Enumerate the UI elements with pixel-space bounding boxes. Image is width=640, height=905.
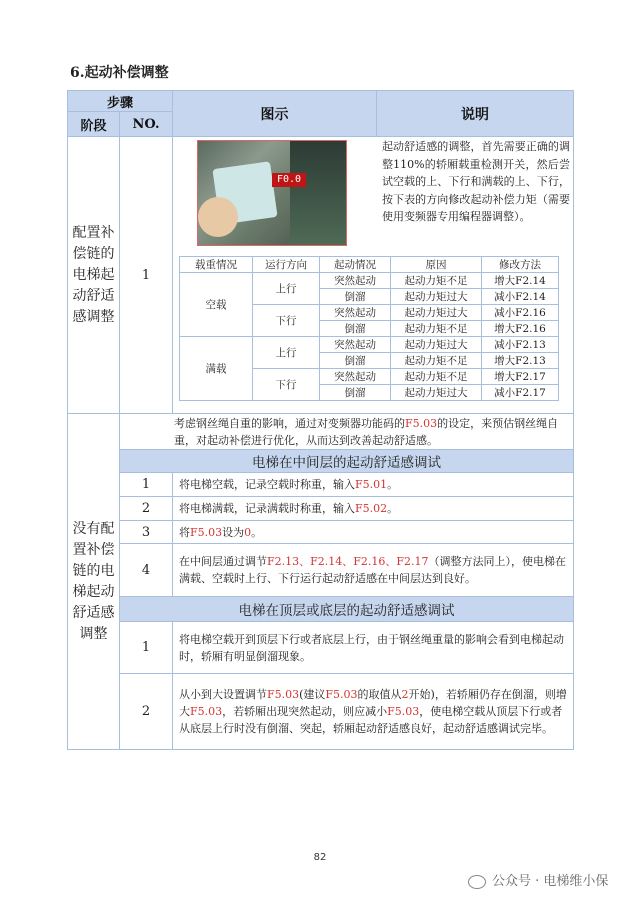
cell-reason: 起动力矩过大 [391,337,482,353]
cell-reason: 起动力矩过大 [391,305,482,321]
step-4-codes: F2.13、F2.14、F2.16、F2.17 [267,555,429,568]
step-number: 2 [119,496,173,521]
cell-fix: 增大F2.17 [482,369,559,385]
t2-c: 的取值从 [357,688,402,701]
step-number: 1 [119,472,173,497]
step-2-code: F5.02 [355,502,388,515]
step-4-a: 在中间层通过调节 [179,555,267,568]
t2-f: ，使电梯空载从顶层下行或者从底层上行时没有倒溜、突起，轿厢起动舒适感良好，起动舒适感调试完毕。 [179,705,563,735]
section-title: 6.起动补偿调整 [70,65,169,81]
cell-fix: 增大F2.16 [482,321,559,337]
dir-down: 下行 [253,369,320,401]
cell-fix: 增大F2.14 [482,273,559,289]
page-number: 82 [313,852,327,863]
cell-reason: 起动力矩不足 [391,353,482,369]
t2-b: (建议 [299,688,326,701]
compensation-table [179,256,559,401]
t2-a: 从小到大设置调节 [179,688,267,701]
cell-reason: 起动力矩过大 [391,289,482,305]
cell-reason: 起动力矩过大 [391,385,482,401]
top-step-2-text [172,673,574,750]
th-reason: 原因 [391,257,482,273]
step-2-b: 。 [387,502,399,515]
step-1-a: 将电梯空载，记录空载时称重，输入 [179,478,355,491]
cell-reason: 起动力矩不足 [391,321,482,337]
cell-start: 倒溜 [320,289,391,305]
header-diagram: 图示 [172,90,377,137]
cell-start: 倒溜 [320,353,391,369]
th-load: 载重情况 [180,257,253,273]
cell-start: 突然起动 [320,369,391,385]
inverter-programmer-photo [197,140,347,246]
cell-reason: 起动力矩不足 [391,369,482,385]
t2-code2: F5.03 [325,688,358,701]
part1-description: 起动舒适感的调整，首先需要正确的调整110%的轿厢载重检测开关，然后尝试空载的上、下行和满载的上、下行，按下表的方向修改起动补偿力矩（需要使用变频器专用编程器调整）。 [382,140,570,223]
header-stage: 阶段 [67,111,120,137]
intro-text-a: 考虑钢丝绳自重的影响，通过对变频器功能码的 [174,416,405,430]
step-number: 4 [119,543,173,597]
cell-reason: 起动力矩不足 [391,273,482,289]
step-3-c: 。 [251,525,263,539]
header-steps: 步骤 [67,90,173,112]
subsection-middle-floor: 电梯在中间层的起动舒适感调试 [119,449,574,473]
step-1-text [172,472,574,497]
cell-fix: 减小F2.17 [482,385,559,401]
cell-start: 倒溜 [320,321,391,337]
load-full: 满载 [180,337,253,401]
step-4-text [172,543,574,597]
cell-start: 突然起动 [320,305,391,321]
stage-without-compensation-chain: 没有配置补偿链的电梯起动舒适感调整 [67,413,120,750]
step-number: 2 [119,673,173,750]
header-desc: 说明 [376,90,574,137]
part2-intro [119,413,574,450]
step-3-value: 0 [244,525,252,539]
cell-start: 突然起动 [320,273,391,289]
step-3-b: 设为 [222,525,245,539]
cell-fix: 减小F2.13 [482,337,559,353]
step-1-b: 。 [387,478,399,491]
cell-start: 倒溜 [320,385,391,401]
dir-down: 下行 [253,305,320,337]
header-no: NO. [119,111,173,137]
cell-start: 突然起动 [320,337,391,353]
step-2-a: 将电梯满载，记录满载时称重，输入 [179,502,355,515]
step-3-a: 将 [179,525,190,539]
step-4-b: （调整方法同上），使电梯在满载、空载时上行、下行运行起动舒适感在中间层达到良好。 [179,555,566,585]
step-1-code: F5.01 [355,478,388,491]
th-fix: 修改方法 [482,257,559,273]
step-number: 3 [119,520,173,544]
cell-fix: 减小F2.16 [482,305,559,321]
intro-code: F5.03 [405,416,438,430]
t2-code3: F5.03 [190,705,223,718]
t2-e: ，若轿厢出现突然起动，则应减小 [222,705,388,718]
step-3-code: F5.03 [190,525,223,539]
t2-code4: F5.03 [387,705,420,718]
t2-code1: F5.03 [267,688,300,701]
step-number: 1 [119,621,173,674]
circuit-board [290,141,347,246]
wechat-icon [468,875,486,889]
top-step-1-text: 将电梯空载开到顶层下行或者底层上行，由于钢丝绳重量的影响会看到电梯起动时，轿厢有明显倒溜现象。 [172,621,574,674]
step-3-text [172,520,574,544]
dir-up: 上行 [253,273,320,305]
dir-up: 上行 [253,337,320,369]
stage-with-compensation-chain: 配置补偿链的电梯起动舒适感调整 [67,136,120,414]
load-empty: 空载 [180,273,253,337]
th-direction: 运行方向 [253,257,320,273]
watermark [468,870,608,889]
step-number: 1 [119,136,173,414]
cell-fix: 减小F2.14 [482,289,559,305]
subsection-top-bottom-floor: 电梯在顶层或底层的起动舒适感调试 [119,596,574,622]
watermark-text: 公众号 · 电梯维小保 [492,874,609,889]
hand [198,197,238,237]
step-2-text [172,496,574,521]
th-start: 起动情况 [320,257,391,273]
cell-fix: 增大F2.13 [482,353,559,369]
led-display: F0.0 [272,173,306,187]
t2-d: 开始)，若轿厢仍存在倒溜，则增大 [179,688,567,718]
t2-value: 2 [401,688,409,701]
intro-text-b: 的设定，来预估钢丝绳自重，对起动补偿进行优化，从而达到改善起动舒适感。 [174,416,559,447]
